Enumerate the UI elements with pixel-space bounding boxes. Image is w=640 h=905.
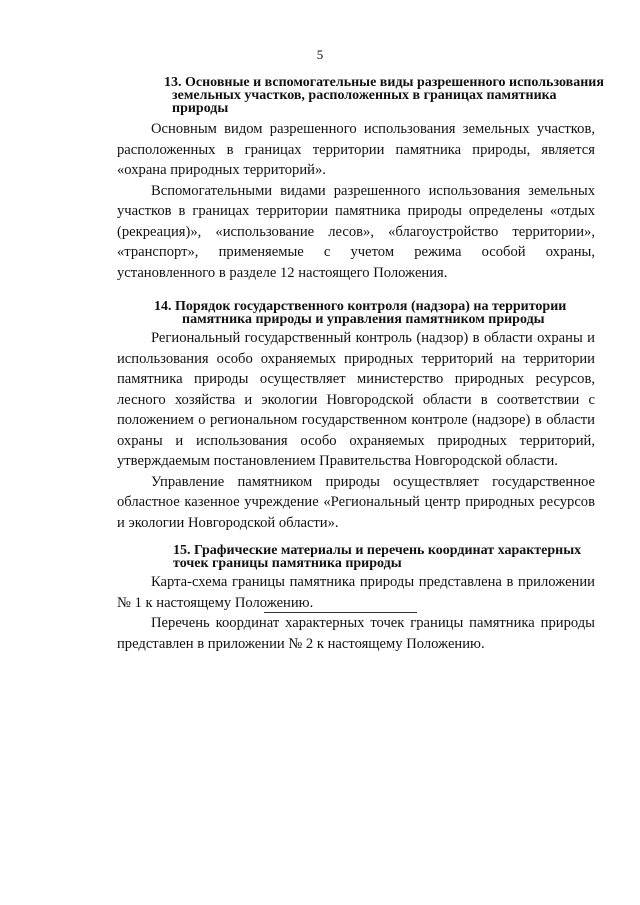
paragraph: Управление памятником природы осуществляет государственное областное казенное учреждение «Региональный центр природных ресурсов и экологии Новгородской области». (117, 473, 595, 531)
section-14 (117, 300, 595, 533)
section-13 (117, 75, 604, 283)
page-number: 5 (316, 47, 324, 62)
paragraph: Вспомогательными видами разрешенного использования земельных участков в границах территории памятника природы определены «отдых (рекреация)», «использование лесов», «благоустройство территории», «транспорт», применяемые с учетом режима особой охраны, установленного в разделе 12 настоящего Положения. (117, 182, 595, 281)
paragraph: Основным видом разрешенного использования земельных участков, расположенных в границах территории памятника природы, является «охрана природных территорий». (117, 121, 595, 178)
heading-line: земельных участков, расположенных в границах памятника (172, 88, 557, 103)
heading-line: природы (172, 101, 229, 116)
paragraph: Региональный государственный контроль (надзор) в области охраны и использования особо охраняемых природных территорий на территории памятника природы осуществляет министерство природных ресурсов, лесного хозяйства и экологии Новгородской области в соответствии с положением о региональном государственном контроле (надзоре) в области охраны и использования особо охраняемых природных территорий, утверждаемым постановлением Правительства Новгородской области. (117, 330, 595, 469)
closing-rule (264, 612, 417, 613)
paragraph: Карта-схема границы памятника природы представлена в приложении № 1 к настоящему Положению. (117, 574, 595, 611)
heading-line: 13. Основные и вспомогательные виды разрешенного использования (164, 75, 604, 90)
section-heading (117, 544, 595, 570)
section-15 (117, 544, 595, 654)
document-body (117, 75, 604, 654)
heading-line: 15. Графические материалы и перечень координат характерных (173, 543, 582, 558)
heading-line: 14. Порядок государственного контроля (надзора) на территории (154, 299, 567, 314)
section-heading (117, 300, 595, 326)
section-heading (117, 75, 604, 116)
paragraph: Перечень координат характерных точек границы памятника природы представлен в приложении № 2 к настоящему Положению. (117, 615, 595, 652)
heading-line: точек границы памятника природы (173, 556, 402, 571)
heading-line: памятника природы и управления памятником природы (182, 312, 545, 327)
